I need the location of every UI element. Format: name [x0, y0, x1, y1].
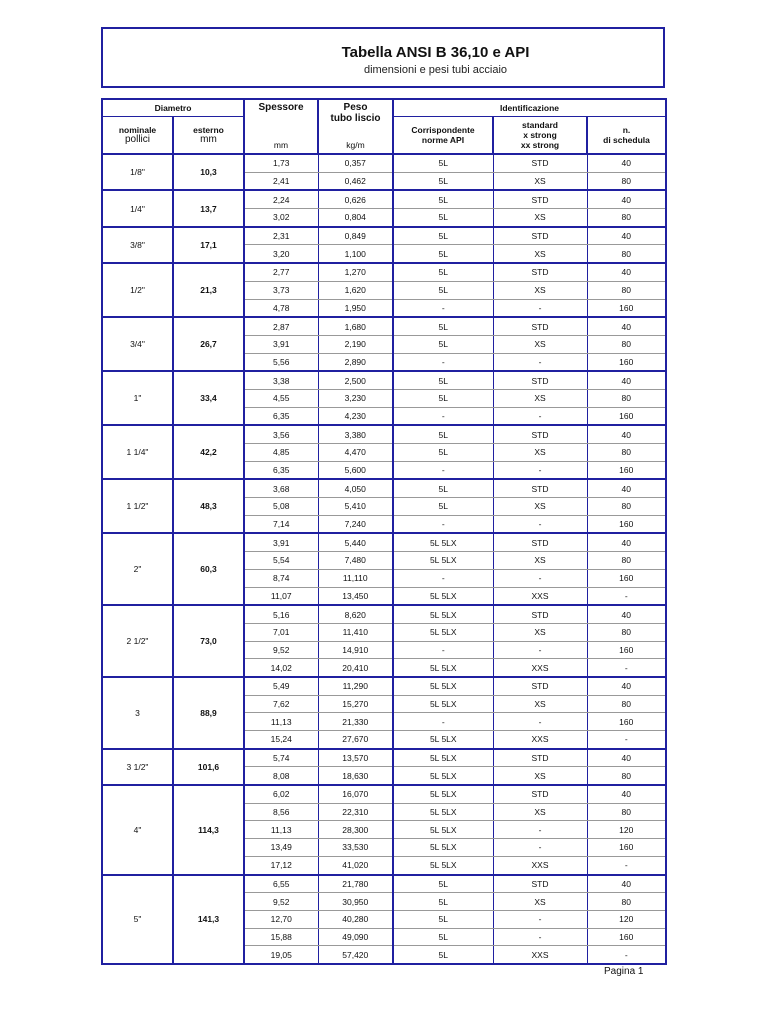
norme-api-cell: 5L [393, 444, 493, 462]
peso-cell: 28,300 [318, 821, 393, 839]
spessore-cell: 11,13 [244, 713, 318, 731]
peso-cell: 4,470 [318, 444, 393, 462]
norme-api-cell: - [393, 299, 493, 317]
schedula-cell: 40 [587, 605, 666, 623]
schedula-cell: 120 [587, 821, 666, 839]
header-corrispondente-line2: norme API [421, 135, 465, 145]
schedula-cell: 40 [587, 317, 666, 335]
table-row [102, 677, 666, 695]
norme-api-cell: 5L [393, 172, 493, 190]
spessore-cell: 1,73 [244, 154, 318, 172]
spessore-cell: 3,73 [244, 281, 318, 299]
norme-api-cell: 5L [393, 371, 493, 389]
standard-cell: STD [493, 677, 587, 695]
page-number: Pagina 1 [604, 966, 644, 977]
schedula-cell: 40 [587, 785, 666, 803]
standard-cell: STD [493, 749, 587, 767]
standard-cell: - [493, 910, 587, 928]
external-diameter-cell: 101,6 [173, 749, 244, 785]
spessore-cell: 3,91 [244, 335, 318, 353]
norme-api-cell: 5L [393, 946, 493, 964]
nominal-size-cell: 3 [102, 677, 173, 749]
standard-cell: - [493, 839, 587, 857]
norme-api-cell: - [393, 353, 493, 371]
table-row [102, 154, 666, 172]
standard-cell: STD [493, 605, 587, 623]
schedula-cell: 160 [587, 928, 666, 946]
peso-cell: 4,230 [318, 407, 393, 425]
norme-api-cell: 5L [393, 875, 493, 893]
peso-cell: 0,626 [318, 190, 393, 208]
schedula-cell: 80 [587, 803, 666, 821]
norme-api-cell: 5L [393, 154, 493, 172]
header-standard [493, 117, 587, 155]
peso-cell: 11,290 [318, 677, 393, 695]
norme-api-cell: 5L [393, 910, 493, 928]
standard-cell: - [493, 713, 587, 731]
norme-api-cell: 5L 5LX [393, 785, 493, 803]
header-nominale-line1: nominale [118, 125, 157, 135]
schedula-cell: 40 [587, 533, 666, 551]
standard-cell: STD [493, 371, 587, 389]
norme-api-cell: 5L 5LX [393, 659, 493, 677]
schedula-cell: - [587, 659, 666, 677]
schedula-cell: - [587, 587, 666, 605]
peso-cell: 18,630 [318, 767, 393, 785]
standard-cell: XS [493, 389, 587, 407]
table-row [102, 317, 666, 335]
norme-api-cell: 5L [393, 281, 493, 299]
schedula-cell: 160 [587, 641, 666, 659]
header-esterno [173, 117, 244, 155]
standard-cell: XS [493, 623, 587, 641]
norme-api-cell: 5L 5LX [393, 731, 493, 749]
schedula-cell: - [587, 731, 666, 749]
spessore-cell: 3,02 [244, 209, 318, 227]
standard-cell: XS [493, 498, 587, 516]
schedula-cell: 80 [587, 281, 666, 299]
norme-api-cell: 5L [393, 335, 493, 353]
table-row [102, 190, 666, 208]
nominal-size-cell: 1 1/4" [102, 425, 173, 479]
table-row [102, 227, 666, 245]
header-spessore-label: Spessore [258, 102, 304, 113]
peso-cell: 16,070 [318, 785, 393, 803]
standard-cell: XS [493, 281, 587, 299]
table-row [102, 425, 666, 443]
nominal-size-cell: 3 1/2" [102, 749, 173, 785]
spessore-cell: 5,08 [244, 498, 318, 516]
norme-api-cell: 5L 5LX [393, 856, 493, 874]
header-corrispondente-line1: Corrispondente [411, 125, 475, 135]
schedula-cell: 40 [587, 227, 666, 245]
schedula-cell: 80 [587, 172, 666, 190]
schedula-cell: 40 [587, 154, 666, 172]
external-diameter-cell: 73,0 [173, 605, 244, 677]
peso-cell: 2,500 [318, 371, 393, 389]
schedula-cell: - [587, 946, 666, 964]
peso-cell: 30,950 [318, 893, 393, 911]
standard-cell: STD [493, 154, 587, 172]
pipe-table [101, 98, 667, 965]
peso-cell: 21,330 [318, 713, 393, 731]
standard-cell: XS [493, 893, 587, 911]
peso-cell: 2,190 [318, 335, 393, 353]
standard-cell: STD [493, 263, 587, 281]
standard-cell: XXS [493, 856, 587, 874]
norme-api-cell: 5L 5LX [393, 803, 493, 821]
spessore-cell: 19,05 [244, 946, 318, 964]
peso-cell: 57,420 [318, 946, 393, 964]
standard-cell: - [493, 461, 587, 479]
spessore-cell: 3,38 [244, 371, 318, 389]
schedula-cell: 160 [587, 569, 666, 587]
norme-api-cell: 5L [393, 245, 493, 263]
header-peso-line2: tubo liscio [330, 113, 381, 124]
header-standard-line2: x strong [523, 130, 557, 140]
spessore-cell: 2,41 [244, 172, 318, 190]
standard-cell: XS [493, 209, 587, 227]
schedula-cell: 80 [587, 245, 666, 263]
peso-cell: 0,804 [318, 209, 393, 227]
norme-api-cell: - [393, 461, 493, 479]
standard-cell: STD [493, 317, 587, 335]
schedula-cell: 160 [587, 299, 666, 317]
norme-api-cell: 5L [393, 389, 493, 407]
standard-cell: XXS [493, 946, 587, 964]
norme-api-cell: 5L 5LX [393, 695, 493, 713]
standard-cell: - [493, 928, 587, 946]
spessore-cell: 8,08 [244, 767, 318, 785]
standard-cell: STD [493, 479, 587, 497]
header-esterno-line2: mm [200, 134, 217, 145]
nominal-size-cell: 5" [102, 875, 173, 964]
spessore-cell: 7,01 [244, 623, 318, 641]
schedula-cell: 160 [587, 515, 666, 533]
standard-cell: STD [493, 190, 587, 208]
table-row [102, 785, 666, 803]
spessore-cell: 8,74 [244, 569, 318, 587]
spessore-cell: 4,78 [244, 299, 318, 317]
standard-cell: - [493, 299, 587, 317]
schedula-cell: 80 [587, 893, 666, 911]
norme-api-cell: 5L 5LX [393, 623, 493, 641]
norme-api-cell: 5L 5LX [393, 587, 493, 605]
peso-cell: 8,620 [318, 605, 393, 623]
spessore-cell: 15,88 [244, 928, 318, 946]
norme-api-cell: 5L 5LX [393, 533, 493, 551]
schedula-cell: - [587, 856, 666, 874]
norme-api-cell: - [393, 515, 493, 533]
table-row [102, 533, 666, 551]
nominal-size-cell: 3/8" [102, 227, 173, 263]
spessore-cell: 2,87 [244, 317, 318, 335]
spessore-cell: 3,68 [244, 479, 318, 497]
peso-cell: 5,600 [318, 461, 393, 479]
spessore-cell: 4,55 [244, 389, 318, 407]
norme-api-cell: - [393, 641, 493, 659]
norme-api-cell: 5L [393, 227, 493, 245]
standard-cell: - [493, 353, 587, 371]
peso-cell: 11,410 [318, 623, 393, 641]
spessore-cell: 5,56 [244, 353, 318, 371]
spessore-cell: 3,91 [244, 533, 318, 551]
schedula-cell: 40 [587, 677, 666, 695]
document-title: Tabella ANSI B 36,10 e API [341, 44, 530, 61]
norme-api-cell: 5L 5LX [393, 677, 493, 695]
schedula-cell: 80 [587, 389, 666, 407]
header-schedula [587, 117, 666, 155]
header-nominale [102, 117, 173, 155]
header-peso-unit: kg/m [346, 140, 365, 150]
spessore-cell: 3,20 [244, 245, 318, 263]
spessore-cell: 6,35 [244, 407, 318, 425]
standard-cell: STD [493, 425, 587, 443]
nominal-size-cell: 1/2" [102, 263, 173, 317]
norme-api-cell: 5L [393, 425, 493, 443]
peso-cell: 15,270 [318, 695, 393, 713]
spessore-cell: 3,56 [244, 425, 318, 443]
norme-api-cell: 5L [393, 317, 493, 335]
standard-cell: XS [493, 444, 587, 462]
spessore-cell: 9,52 [244, 893, 318, 911]
peso-cell: 2,890 [318, 353, 393, 371]
spessore-cell: 7,14 [244, 515, 318, 533]
standard-cell: XS [493, 335, 587, 353]
spessore-cell: 15,24 [244, 731, 318, 749]
table-row [102, 749, 666, 767]
standard-cell: XS [493, 803, 587, 821]
peso-cell: 0,849 [318, 227, 393, 245]
peso-cell: 3,380 [318, 425, 393, 443]
norme-api-cell: 5L 5LX [393, 767, 493, 785]
standard-cell: - [493, 569, 587, 587]
external-diameter-cell: 60,3 [173, 533, 244, 605]
spessore-cell: 6,02 [244, 785, 318, 803]
external-diameter-cell: 17,1 [173, 227, 244, 263]
peso-cell: 14,910 [318, 641, 393, 659]
schedula-cell: 160 [587, 353, 666, 371]
header-standard-line3: xx strong [520, 140, 560, 150]
peso-cell: 5,410 [318, 498, 393, 516]
spessore-cell: 8,56 [244, 803, 318, 821]
standard-cell: XXS [493, 587, 587, 605]
spessore-cell: 6,55 [244, 875, 318, 893]
nominal-size-cell: 4" [102, 785, 173, 874]
external-diameter-cell: 42,2 [173, 425, 244, 479]
schedula-cell: 80 [587, 552, 666, 570]
spessore-cell: 13,49 [244, 839, 318, 857]
header-corrispondente [393, 117, 493, 155]
standard-cell: XXS [493, 731, 587, 749]
norme-api-cell: - [393, 407, 493, 425]
norme-api-cell: 5L 5LX [393, 821, 493, 839]
nominal-size-cell: 2" [102, 533, 173, 605]
header-spessore [244, 99, 318, 154]
nominal-size-cell: 2 1/2" [102, 605, 173, 677]
nominal-size-cell: 1 1/2" [102, 479, 173, 533]
table-row [102, 479, 666, 497]
external-diameter-cell: 21,3 [173, 263, 244, 317]
norme-api-cell: 5L [393, 928, 493, 946]
standard-cell: - [493, 821, 587, 839]
external-diameter-cell: 114,3 [173, 785, 244, 874]
peso-cell: 1,680 [318, 317, 393, 335]
nominal-size-cell: 1" [102, 371, 173, 425]
standard-cell: - [493, 407, 587, 425]
schedula-cell: 160 [587, 461, 666, 479]
header-peso-line1: Peso [343, 102, 368, 113]
peso-cell: 13,570 [318, 749, 393, 767]
peso-cell: 11,110 [318, 569, 393, 587]
schedula-cell: 80 [587, 209, 666, 227]
standard-cell: - [493, 641, 587, 659]
norme-api-cell: 5L [393, 190, 493, 208]
norme-api-cell: 5L 5LX [393, 839, 493, 857]
spessore-cell: 17,12 [244, 856, 318, 874]
spessore-cell: 2,31 [244, 227, 318, 245]
external-diameter-cell: 141,3 [173, 875, 244, 964]
peso-cell: 0,462 [318, 172, 393, 190]
header-diametro: Diametro [102, 99, 244, 117]
table-body [102, 154, 666, 964]
nominal-size-cell: 1/8" [102, 154, 173, 190]
table-row [102, 371, 666, 389]
schedula-cell: 80 [587, 767, 666, 785]
schedula-cell: 160 [587, 713, 666, 731]
norme-api-cell: - [393, 713, 493, 731]
standard-cell: STD [493, 227, 587, 245]
spessore-cell: 11,07 [244, 587, 318, 605]
header-schedula-line2: di schedula [603, 135, 650, 145]
schedula-cell: 80 [587, 623, 666, 641]
spessore-cell: 5,49 [244, 677, 318, 695]
document-subtitle: dimensioni e pesi tubi acciaio [363, 64, 508, 76]
schedula-cell: 160 [587, 407, 666, 425]
schedula-cell: 40 [587, 479, 666, 497]
external-diameter-cell: 10,3 [173, 154, 244, 190]
standard-cell: - [493, 515, 587, 533]
header-standard-line1: standard [522, 120, 558, 130]
table-row [102, 605, 666, 623]
standard-cell: XXS [493, 659, 587, 677]
spessore-cell: 5,16 [244, 605, 318, 623]
table-row [102, 875, 666, 893]
standard-cell: STD [493, 785, 587, 803]
schedula-cell: 120 [587, 910, 666, 928]
peso-cell: 4,050 [318, 479, 393, 497]
norme-api-cell: 5L [393, 263, 493, 281]
peso-cell: 21,780 [318, 875, 393, 893]
norme-api-cell: - [393, 569, 493, 587]
spessore-cell: 6,35 [244, 461, 318, 479]
header-nominale-line2: pollici [124, 134, 150, 145]
header-esterno-line1: esterno [193, 125, 224, 135]
title-box [101, 27, 665, 88]
header-peso [318, 99, 393, 154]
peso-cell: 1,100 [318, 245, 393, 263]
header-schedula-line1: n. [622, 125, 631, 135]
schedula-cell: 80 [587, 335, 666, 353]
external-diameter-cell: 48,3 [173, 479, 244, 533]
peso-cell: 0,357 [318, 154, 393, 172]
external-diameter-cell: 13,7 [173, 190, 244, 226]
schedula-cell: 160 [587, 839, 666, 857]
spessore-cell: 5,54 [244, 552, 318, 570]
standard-cell: XS [493, 767, 587, 785]
schedula-cell: 80 [587, 695, 666, 713]
norme-api-cell: 5L [393, 479, 493, 497]
peso-cell: 3,230 [318, 389, 393, 407]
spessore-cell: 2,24 [244, 190, 318, 208]
peso-cell: 1,620 [318, 281, 393, 299]
norme-api-cell: 5L [393, 498, 493, 516]
peso-cell: 1,270 [318, 263, 393, 281]
spessore-cell: 12,70 [244, 910, 318, 928]
peso-cell: 5,440 [318, 533, 393, 551]
norme-api-cell: 5L [393, 893, 493, 911]
external-diameter-cell: 33,4 [173, 371, 244, 425]
spessore-cell: 9,52 [244, 641, 318, 659]
schedula-cell: 40 [587, 749, 666, 767]
peso-cell: 27,670 [318, 731, 393, 749]
peso-cell: 13,450 [318, 587, 393, 605]
standard-cell: XS [493, 172, 587, 190]
standard-cell: XS [493, 695, 587, 713]
standard-cell: STD [493, 533, 587, 551]
nominal-size-cell: 3/4" [102, 317, 173, 371]
schedula-cell: 80 [587, 444, 666, 462]
standard-cell: STD [493, 875, 587, 893]
standard-cell: XS [493, 245, 587, 263]
norme-api-cell: 5L 5LX [393, 605, 493, 623]
peso-cell: 41,020 [318, 856, 393, 874]
peso-cell: 7,480 [318, 552, 393, 570]
header-spessore-unit: mm [273, 140, 289, 150]
schedula-cell: 40 [587, 875, 666, 893]
schedula-cell: 40 [587, 371, 666, 389]
spessore-cell: 2,77 [244, 263, 318, 281]
norme-api-cell: 5L 5LX [393, 552, 493, 570]
spessore-cell: 14,02 [244, 659, 318, 677]
schedula-cell: 40 [587, 263, 666, 281]
peso-cell: 49,090 [318, 928, 393, 946]
peso-cell: 22,310 [318, 803, 393, 821]
schedula-cell: 80 [587, 498, 666, 516]
external-diameter-cell: 26,7 [173, 317, 244, 371]
peso-cell: 7,240 [318, 515, 393, 533]
peso-cell: 33,530 [318, 839, 393, 857]
peso-cell: 40,280 [318, 910, 393, 928]
spessore-cell: 4,85 [244, 444, 318, 462]
standard-cell: XS [493, 552, 587, 570]
spessore-cell: 7,62 [244, 695, 318, 713]
norme-api-cell: 5L [393, 209, 493, 227]
schedula-cell: 40 [587, 425, 666, 443]
header-identificazione: Identificazione [393, 99, 666, 117]
nominal-size-cell: 1/4" [102, 190, 173, 226]
peso-cell: 20,410 [318, 659, 393, 677]
table-row [102, 263, 666, 281]
spessore-cell: 11,13 [244, 821, 318, 839]
external-diameter-cell: 88,9 [173, 677, 244, 749]
norme-api-cell: 5L 5LX [393, 749, 493, 767]
peso-cell: 1,950 [318, 299, 393, 317]
schedula-cell: 40 [587, 190, 666, 208]
spessore-cell: 5,74 [244, 749, 318, 767]
